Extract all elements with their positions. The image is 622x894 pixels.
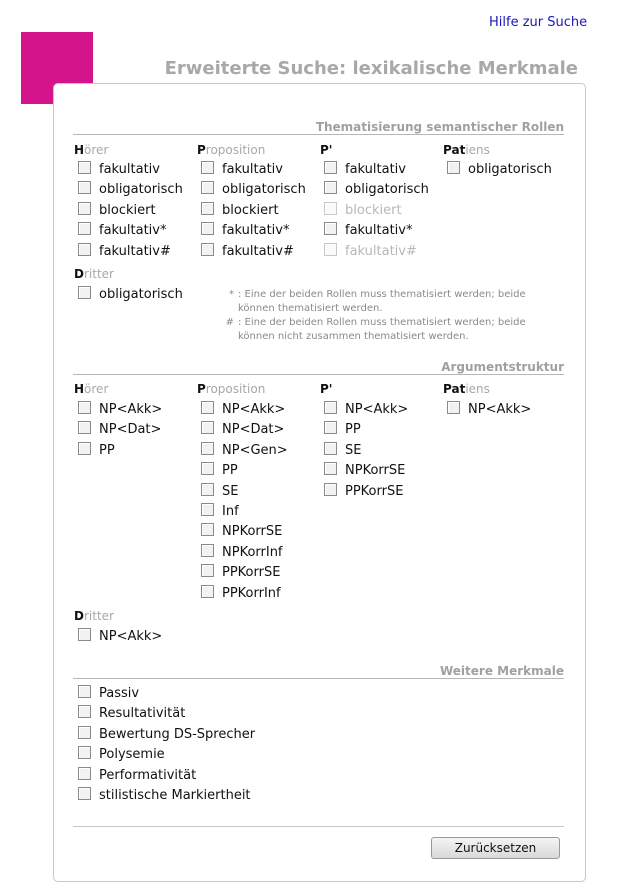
checkbox[interactable] — [78, 746, 91, 759]
role-heading — [443, 143, 490, 157]
checkbox-label: Performativität — [99, 767, 197, 783]
role-heading-initial: P — [197, 143, 206, 157]
checkbox[interactable] — [78, 286, 91, 299]
footnote-text: : Eine der beiden Rollen muss thematisiert werden; beide können thematisiert werden. — [238, 289, 526, 314]
argument-heading — [443, 382, 490, 396]
role-heading-rest: roposition — [205, 143, 266, 157]
argument-option[interactable] — [324, 442, 361, 460]
role-heading-initial: P' — [320, 143, 333, 157]
help-link[interactable]: Hilfe zur Suche — [489, 15, 588, 30]
checkbox-label: NPKorrSE — [345, 463, 406, 479]
checkbox-label: PP — [99, 442, 115, 458]
argument-heading-rest: iens — [465, 382, 490, 396]
checkbox-label: blockiert — [345, 202, 402, 218]
checkbox[interactable] — [324, 202, 337, 215]
role-option[interactable] — [324, 222, 413, 240]
checkbox-label: fakultativ — [345, 162, 406, 177]
checkbox[interactable] — [201, 483, 214, 496]
argument-option[interactable] — [78, 442, 115, 460]
argument-option[interactable] — [324, 462, 405, 480]
argument-option[interactable] — [201, 483, 238, 501]
checkbox[interactable] — [324, 442, 337, 455]
page-title: Erweiterte Suche: lexikalische Merkmale — [164, 58, 578, 79]
role-option[interactable] — [324, 202, 402, 220]
role-option[interactable] — [201, 202, 279, 220]
checkbox[interactable] — [324, 222, 337, 235]
bottom-divider — [73, 826, 564, 827]
footnote-symbol: # — [225, 317, 234, 328]
footnote-text: : Eine der beiden Rollen muss thematisiert werden; beide können nicht zusammen thematisiert werden. — [238, 317, 526, 342]
checkbox[interactable] — [201, 181, 214, 194]
role-option[interactable] — [324, 181, 429, 199]
checkbox[interactable] — [78, 726, 91, 739]
feature-option[interactable] — [78, 705, 185, 723]
role-option[interactable] — [78, 243, 171, 261]
argument-heading-dritter-initial: D — [74, 609, 84, 623]
checkbox-label: fakultativ# — [345, 243, 417, 259]
role-heading-initial: Pat — [443, 143, 466, 157]
checkbox[interactable] — [201, 564, 214, 577]
checkbox[interactable] — [324, 161, 337, 174]
role-heading-initial: H — [74, 143, 85, 157]
checkbox[interactable] — [201, 243, 214, 256]
checkbox-label: Resultativität — [99, 706, 186, 722]
checkbox[interactable] — [201, 462, 214, 475]
role-heading — [74, 143, 108, 157]
checkbox-label: NP<Akk> — [99, 402, 163, 417]
checkbox-label: fakultativ* — [222, 223, 290, 239]
checkbox[interactable] — [78, 705, 91, 718]
reset-button[interactable]: Zurücksetzen — [431, 837, 560, 859]
argument-heading-dritter-rest: ritter — [83, 609, 114, 623]
argument-heading — [320, 382, 332, 396]
feature-option[interactable] — [78, 767, 196, 785]
role-heading-rest: örer — [84, 143, 109, 157]
checkbox-label: Inf — [222, 504, 239, 519]
checkbox-label: NP<Akk> — [222, 402, 286, 417]
argument-option-dritter[interactable] — [78, 628, 162, 646]
checkbox[interactable] — [78, 222, 91, 235]
checkbox-label: PP — [222, 463, 238, 479]
argument-heading-rest: örer — [84, 382, 109, 396]
checkbox-label: Polysemie — [99, 747, 165, 763]
checkbox[interactable] — [447, 401, 460, 414]
checkbox-label: fakultativ — [99, 162, 160, 177]
checkbox-label: obligatorisch — [468, 162, 552, 177]
argument-heading-initial: H — [74, 382, 85, 396]
role-option[interactable] — [324, 161, 406, 179]
argument-option[interactable] — [201, 462, 238, 480]
checkbox[interactable] — [78, 243, 91, 256]
argument-option[interactable] — [324, 401, 408, 419]
checkbox[interactable] — [324, 462, 337, 475]
argument-heading — [74, 382, 108, 396]
checkbox[interactable] — [201, 202, 214, 215]
checkbox-label: NPKorrInf — [222, 544, 283, 560]
checkbox[interactable] — [201, 585, 214, 598]
checkbox-label: NP<Akk> — [99, 629, 163, 644]
checkbox-label: SE — [345, 442, 362, 458]
checkbox-label: fakultativ — [222, 162, 283, 177]
checkbox[interactable] — [324, 421, 337, 434]
checkbox[interactable] — [201, 401, 214, 414]
section-thematisierung-title: Thematisierung semantischer Rollen — [73, 120, 564, 135]
role-heading — [320, 143, 332, 157]
argument-option[interactable] — [447, 401, 531, 419]
argument-option[interactable] — [324, 421, 361, 439]
checkbox-label: Bewertung DS-Sprecher — [99, 726, 256, 742]
footnote-block — [214, 288, 559, 344]
role-option[interactable] — [447, 161, 552, 179]
footnote — [214, 316, 559, 344]
section-argumentstruktur-title: Argumentstruktur — [73, 360, 564, 375]
checkbox[interactable] — [324, 181, 337, 194]
role-option[interactable] — [201, 181, 306, 199]
argument-option[interactable] — [201, 585, 281, 603]
checkbox-label: blockiert — [222, 202, 279, 218]
feature-option[interactable] — [78, 685, 139, 703]
checkbox[interactable] — [78, 787, 91, 800]
role-option[interactable] — [78, 222, 167, 240]
argument-option[interactable] — [201, 421, 284, 439]
footnote-symbol: * — [229, 289, 234, 300]
checkbox-label: PPKorrInf — [222, 585, 281, 601]
checkbox-label: SE — [222, 483, 239, 499]
checkbox[interactable] — [78, 161, 91, 174]
role-heading-rest: iens — [465, 143, 490, 157]
role-heading-dritter — [74, 267, 114, 281]
checkbox[interactable] — [201, 523, 214, 536]
checkbox[interactable] — [201, 161, 214, 174]
checkbox[interactable] — [78, 442, 91, 455]
role-heading — [197, 143, 265, 157]
checkbox[interactable] — [78, 685, 91, 698]
checkbox[interactable] — [201, 421, 214, 434]
checkbox-label: PP — [345, 422, 361, 438]
argument-heading-initial: P — [197, 382, 206, 396]
argument-option[interactable] — [324, 483, 403, 501]
feature-option[interactable] — [78, 787, 251, 805]
checkbox-label: PPKorrSE — [345, 483, 404, 499]
checkbox[interactable] — [78, 181, 91, 194]
argument-heading — [197, 382, 265, 396]
checkbox-label: stilistische Markiertheit — [99, 788, 251, 803]
checkbox-label: NP<Dat> — [222, 422, 285, 438]
footnote — [214, 288, 559, 316]
argument-heading-dritter — [74, 609, 114, 623]
argument-heading-initial: Pat — [443, 382, 466, 396]
checkbox-label: obligatorisch — [345, 182, 429, 198]
argument-option[interactable] — [201, 544, 283, 562]
argument-option[interactable] — [201, 503, 239, 521]
checkbox-label: PPKorrSE — [222, 565, 281, 581]
checkbox-label: Passiv — [99, 686, 140, 701]
section-weitere-title: Weitere Merkmale — [73, 664, 564, 679]
checkbox[interactable] — [201, 503, 214, 516]
argument-option[interactable] — [201, 564, 280, 582]
argument-option[interactable] — [78, 421, 161, 439]
checkbox[interactable] — [201, 544, 214, 557]
checkbox-label: obligatorisch — [222, 182, 306, 198]
checkbox[interactable] — [324, 243, 337, 256]
checkbox-label: fakultativ* — [345, 223, 413, 239]
argument-option[interactable] — [78, 401, 162, 419]
role-heading-dritter-initial: D — [74, 267, 84, 281]
checkbox-label: fakultativ* — [99, 223, 167, 239]
checkbox[interactable] — [324, 483, 337, 496]
argument-option[interactable] — [201, 523, 282, 541]
checkbox-label: NP<Akk> — [468, 402, 532, 417]
checkbox-label: fakultativ# — [99, 243, 171, 259]
role-option[interactable] — [201, 161, 283, 179]
checkbox-label: NP<Dat> — [99, 422, 162, 438]
checkbox-label: obligatorisch — [99, 287, 183, 302]
checkbox[interactable] — [201, 442, 214, 455]
role-option[interactable] — [78, 181, 183, 199]
role-option[interactable] — [201, 222, 290, 240]
role-option[interactable] — [78, 161, 160, 179]
checkbox-label: fakultativ# — [222, 243, 294, 259]
checkbox-label: NP<Gen> — [222, 442, 288, 458]
checkbox[interactable] — [447, 161, 460, 174]
role-heading-dritter-rest: ritter — [83, 267, 114, 281]
checkbox[interactable] — [78, 767, 91, 780]
argument-option[interactable] — [201, 442, 288, 460]
checkbox[interactable] — [201, 222, 214, 235]
role-option-dritter[interactable] — [78, 286, 183, 304]
argument-heading-rest: roposition — [205, 382, 266, 396]
feature-option[interactable] — [78, 746, 165, 764]
argument-option[interactable] — [201, 401, 285, 419]
checkbox[interactable] — [78, 421, 91, 434]
checkbox-label: blockiert — [99, 202, 156, 218]
feature-option[interactable] — [78, 726, 255, 744]
role-option[interactable] — [78, 202, 156, 220]
checkbox-label: NP<Akk> — [345, 402, 409, 417]
checkbox[interactable] — [78, 202, 91, 215]
argument-heading-initial: P' — [320, 382, 333, 396]
checkbox[interactable] — [78, 401, 91, 414]
role-option[interactable] — [201, 243, 294, 261]
checkbox-label: obligatorisch — [99, 182, 183, 198]
role-option[interactable] — [324, 243, 417, 261]
checkbox[interactable] — [324, 401, 337, 414]
checkbox[interactable] — [78, 628, 91, 641]
checkbox-label: NPKorrSE — [222, 524, 283, 540]
